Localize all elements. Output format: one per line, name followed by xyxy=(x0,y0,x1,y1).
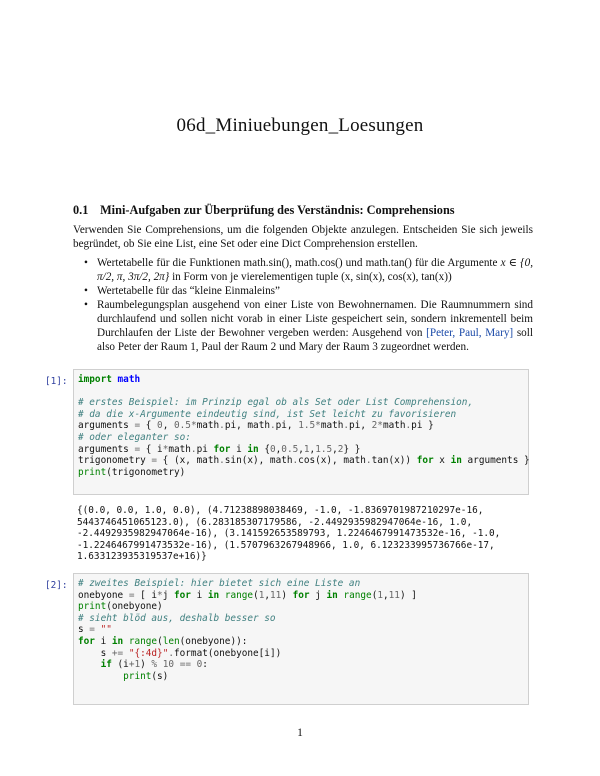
code-cell-2[interactable]: # zweites Beispiel: hier bietet sich eine Liste an onebyone = [ i*j for i in range(1,11) for j in range(1,11) ] print(onebyone) # sieht blöd aus, deshalb besser so s = "" for i in range(len(onebyone)): s += "{:4d}".format(onebyone[i]) if (i+1) % 10 == 0: print(s) xyxy=(73,573,529,705)
bullet3-text: Raumbelegungsplan ausgehend von einer Liste von Bewohnernamen. Die Raumnummern sind durchlaufend und sollen nicht vorab in einer Liste gespeichert sein, sondern inkrementell beim Durchlaufen der Liste der Bewohner vergeben werden: Ausgehend von xyxy=(97,299,533,339)
list-item xyxy=(73,298,533,354)
bullet3-tail: soll also Peter der Raum 1, Paul der Raum 2 und Mary der Raum 3 zugeordnet werden. xyxy=(97,327,533,353)
bullet1-math: x ∈ {0, π/2, π, 3π/2, 2π} xyxy=(97,257,533,283)
section-title: Mini-Aufgaben zur Überprüfung des Verständnis: Comprehensions xyxy=(100,203,455,217)
list-item xyxy=(73,284,533,298)
page-number: 1 xyxy=(297,727,303,739)
bullet-icon: • xyxy=(84,299,88,311)
intro-paragraph: Verwenden Sie Comprehensions, um die folgenden Objekte anzulegen. Entscheiden Sie sich jeweils begründet, ob Sie eine List, eine Set oder eine Dict Comprehension erstellen. xyxy=(73,224,533,250)
cell-prompt-2: [2]: xyxy=(45,580,68,591)
output-line: {(0.0, 0.0, 1.0, 0.0), (4.71238898038469, -1.0, -1.8369701987210297e-16, xyxy=(77,505,484,516)
bullet1-tail: in Form von je vierelementigen tuple (x, sin(x), cos(x), tan(x)) xyxy=(172,271,452,283)
output-line: 5443746451065123.0), (6.283185307179586, -2.4492935982947064e-16, 1.0, xyxy=(77,516,473,528)
output-line: 1.633123935319537e+16)} xyxy=(77,551,207,563)
section-heading xyxy=(73,203,455,218)
bullet2-text: Wertetabelle für das “kleine Einmaleins” xyxy=(97,285,280,297)
document-title: 06d_Miniuebungen_Loesungen xyxy=(176,115,424,136)
list-item xyxy=(73,256,533,284)
task-list xyxy=(73,256,533,354)
cell-prompt-1: [1]: xyxy=(45,376,68,387)
names-link[interactable]: [Peter, Paul, Mary] xyxy=(426,327,514,339)
section-number: 0.1 xyxy=(73,203,89,217)
bullet1-text: Wertetabelle für die Funktionen math.sin(), math.cos() und math.tan() für die Argumente xyxy=(97,257,498,269)
cell-output-1 xyxy=(73,505,529,563)
code-cell-1[interactable]: import math # erstes Beispiel: im Prinzip egal ob als Set oder List Comprehension, # da die x-Argumente eindeutig sind, ist Set leicht zu favorisieren arguments = { 0, 0.5*math.pi, math.pi, 1.5*math.pi, 2*math.pi } # oder eleganter so: arguments = { i*math.pi for i in {0,0.5,1,1.5,2} } trigonometry = { (x, math.sin(x), math.cos(x), math.tan(x)) for x in arguments } print(trigonometry) xyxy=(73,369,529,495)
bullet-icon: • xyxy=(84,285,88,297)
bullet-icon: • xyxy=(84,257,88,269)
output-line: -1.2246467991473532e-16), (1.5707963267948966, 1.0, 6.123233995736766e-17, xyxy=(77,539,495,551)
output-line: -2.4492935982947064e-16), (3.141592653589793, 1.2246467991473532e-16, -1.0, xyxy=(77,528,501,540)
